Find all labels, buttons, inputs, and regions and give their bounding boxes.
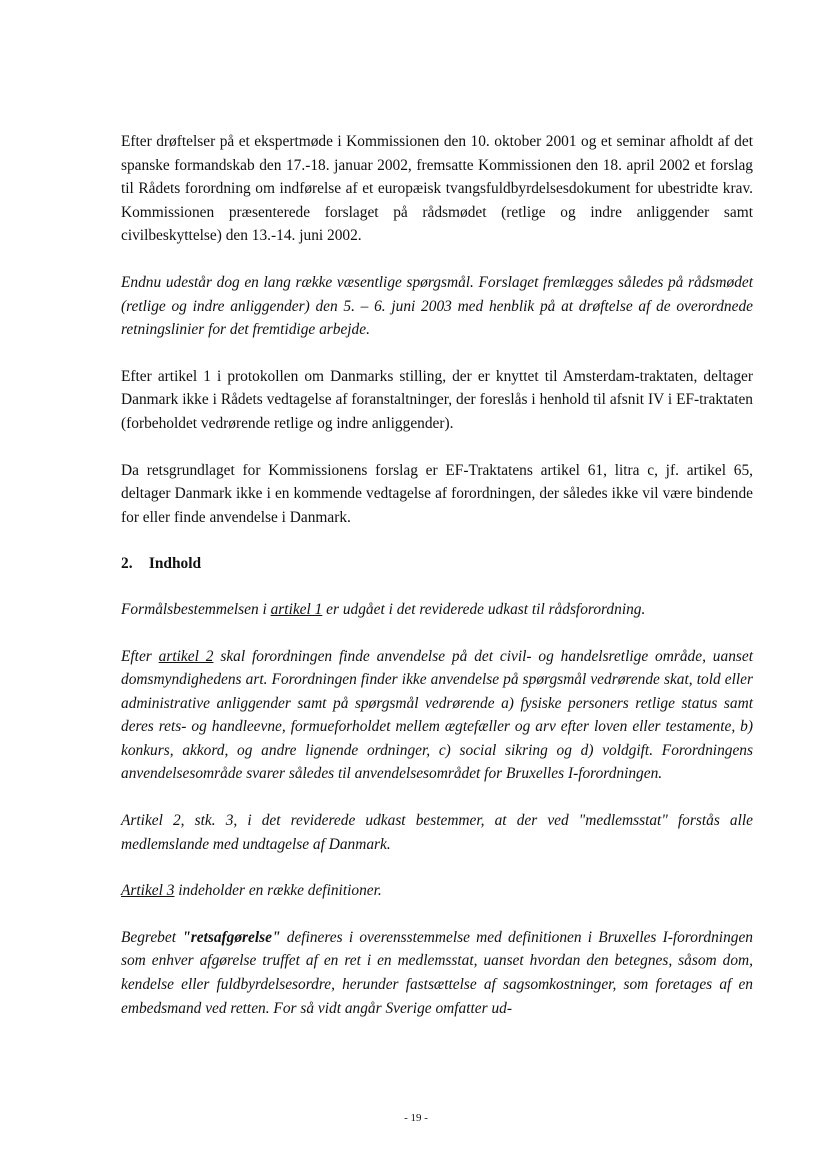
paragraph-6 [121, 645, 753, 787]
text-run: Formålsbestemmelsen i [121, 600, 271, 618]
page-number: - 19 - [404, 1112, 428, 1124]
text-run: Begrebet [121, 928, 183, 946]
paragraph-2: Endnu udestår dog en lang række væsentlige spørgsmål. Forslaget fremlægges således på rådsmødet (retlige og indre anliggender) den 5. – 6. juni 2003 med henblik på at drøftelse af de overordnede retningslinier for det fremtidige arbejde. [121, 273, 753, 339]
article-reference: artikel 1 [270, 600, 323, 618]
text-run: defineres i overensstemmelse med definitionen i Bruxelles I-forordningen som enhver afgørelse truffet af en ret i en medlemsstat, uanset hvordan den betegnes, såsom dom, kendelse eller fuldbyrdelsesordre, herunder fastsættelse af sagsomkostninger, som foretages af en embedsmand ved retten. For så vidt angår Sverige omfatter ud- [121, 928, 753, 1017]
paragraph-9 [121, 926, 753, 1020]
paragraph-7: Artikel 2, stk. 3, i det reviderede udkast bestemmer, at der ved "medlemsstat" forstås alle medlemslande med undtagelse af Danmark. [121, 812, 753, 853]
paragraph-4: Da retsgrundlaget for Kommissionens forslag er EF-Traktatens artikel 61, litra c, jf. artikel 65, deltager Danmark ikke i en kommende vedtagelse af forordningen, der således ikke vil være bindende for eller finde anvendelse i Danmark. [121, 461, 753, 526]
document-page [121, 130, 753, 1043]
paragraph-5 [121, 598, 753, 622]
text-run: skal forordningen finde anvendelse på det civil- og handelsretlige område, uanset domsmyndighedens art. Forordningen finder ikke anvendelse på spørgsmål vedrørende skat, told eller administrative anliggender samt på spørgsmål vedrørende a) fysiske personers retlige status samt deres rets- og handleevne, formueforholdet mellem ægtefæller og arv efter loven eller testamente, b) konkurs, akkord, og andre lignende ordninger, c) social sikring og d) voldgift. Forordningens anvendelsesområde svarer således til anvendelsesområdet for Bruxelles I-forordningen. [121, 647, 753, 783]
section-number: 2. [121, 555, 133, 573]
section-title: Indhold [148, 555, 202, 573]
defined-term: "retsafgørelse" [182, 928, 281, 946]
article-reference: artikel 2 [158, 647, 214, 665]
paragraph-1: Efter drøftelser på et ekspertmøde i Kommissionen den 10. oktober 2001 og et seminar afholdt af det spanske formandskab den 17.-18. januar 2002, fremsatte Kommissionen den 18. april 2002 et forslag til Rådets forordning om indførelse af et europæisk tvangsfuldbyrdelsesdokument for ubestridte krav. Kommissionen præsenterede forslaget på rådsmødet (retlige og indre anliggender samt civilbeskyttelse) den 13.-14. juni 2002. [121, 133, 753, 245]
paragraph-3: Efter artikel 1 i protokollen om Danmarks stilling, der er knyttet til Amsterdam-traktaten, deltager Danmark ikke i Rådets vedtagelse af foranstaltninger, der foreslås i henhold til afsnit IV i EF-traktaten (forbeholdet vedrørende retlige og indre anliggender). [121, 367, 753, 432]
text-run: er udgået i det reviderede udkast til rådsforordning. [322, 600, 646, 618]
text-run: Efter [121, 647, 159, 665]
text-run: indeholder en række definitioner. [174, 882, 382, 900]
section-heading [121, 552, 753, 576]
paragraph-8 [121, 879, 753, 903]
article-reference: Artikel 3 [121, 882, 175, 900]
